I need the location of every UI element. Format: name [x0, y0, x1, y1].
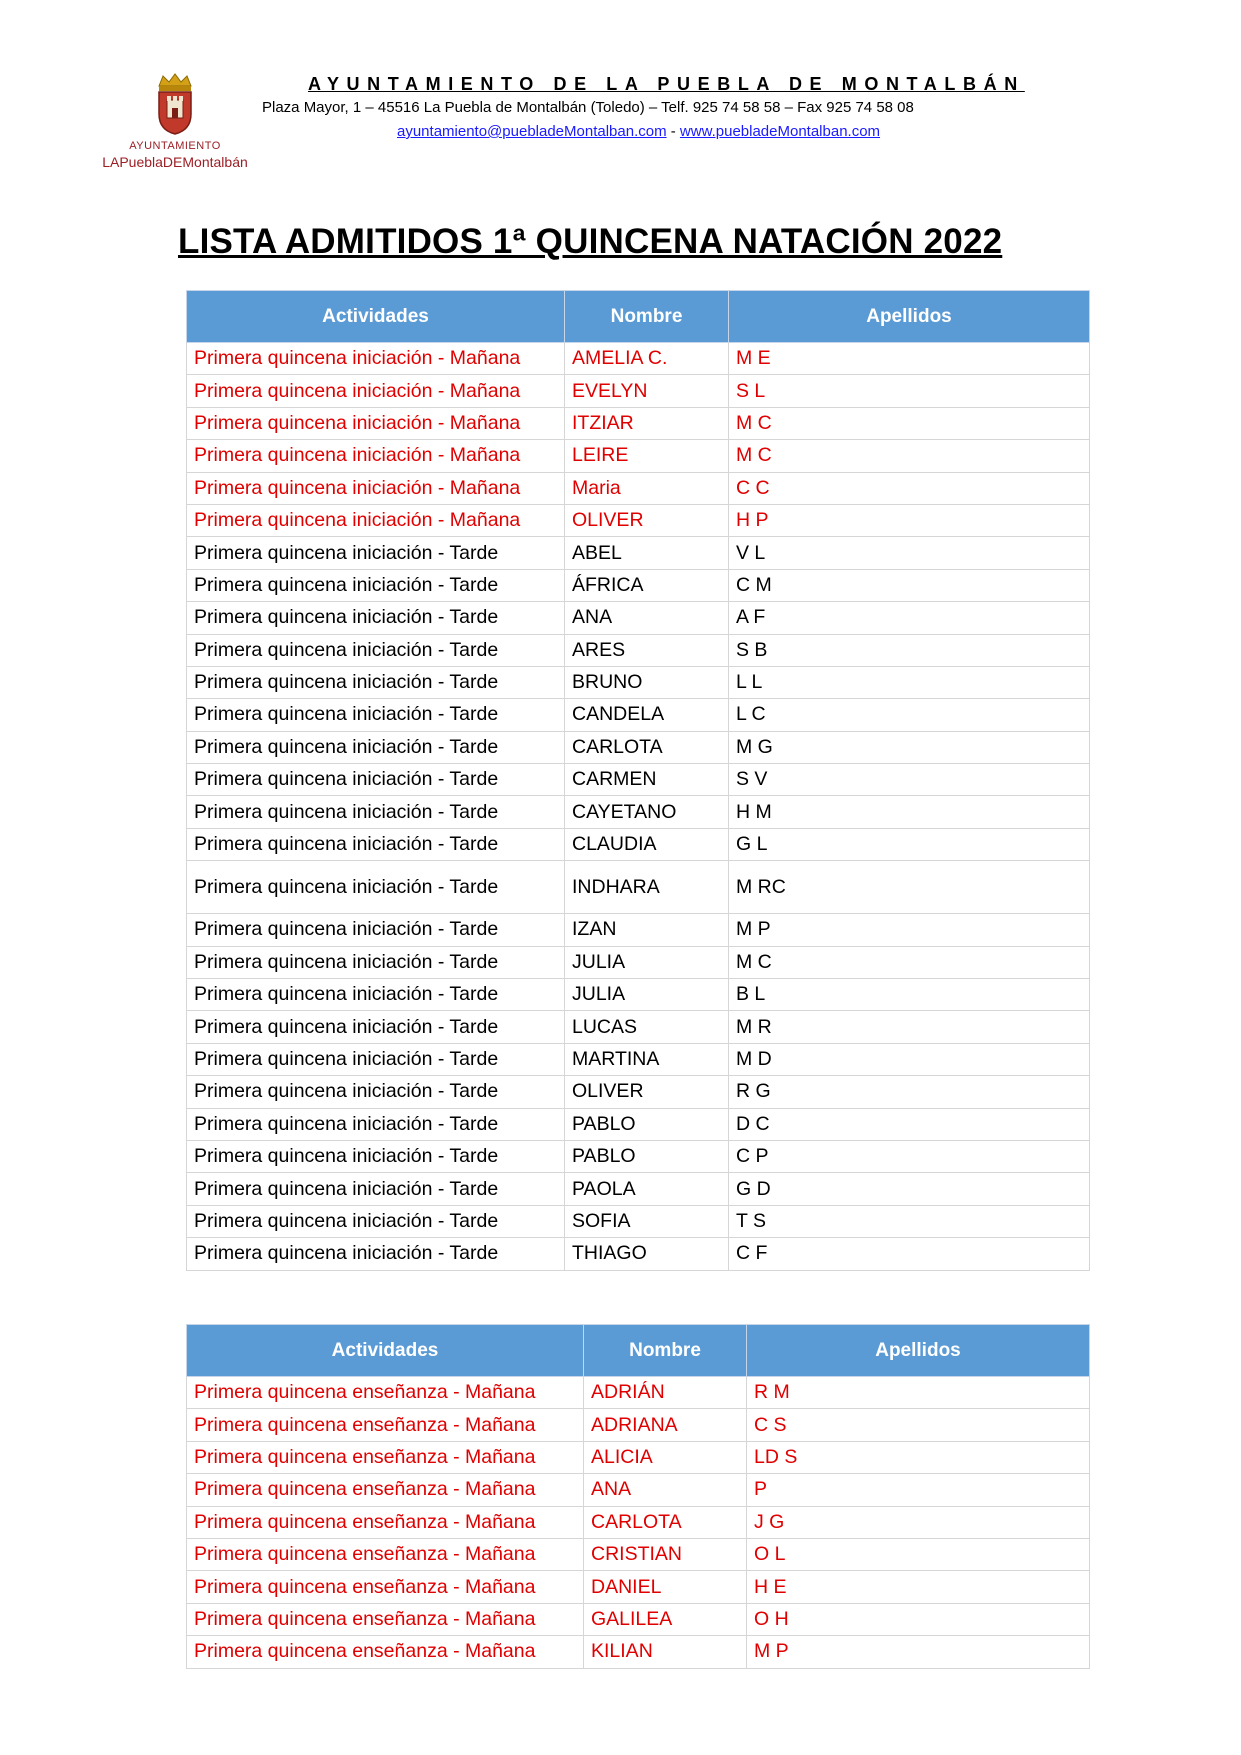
cell-nombre: ÁFRICA	[565, 569, 729, 601]
cell-nombre: ANA	[565, 602, 729, 634]
cell-apellidos: C F	[729, 1238, 1090, 1270]
cell-actividad: Primera quincena iniciación - Tarde	[187, 731, 565, 763]
table-row	[187, 1409, 1090, 1441]
cell-nombre: THIAGO	[565, 1238, 729, 1270]
cell-actividad: Primera quincena iniciación - Tarde	[187, 1076, 565, 1108]
table-row	[187, 1076, 1090, 1108]
cell-actividad: Primera quincena iniciación - Tarde	[187, 602, 565, 634]
cell-actividad: Primera quincena iniciación - Mañana	[187, 375, 565, 407]
cell-actividad: Primera quincena enseñanza - Mañana	[187, 1441, 584, 1473]
column-header-apellidos: Apellidos	[729, 291, 1090, 343]
table-row	[187, 1506, 1090, 1538]
cell-apellidos: A F	[729, 602, 1090, 634]
column-header-nombre: Nombre	[565, 291, 729, 343]
cell-apellidos: H M	[729, 796, 1090, 828]
cell-actividad: Primera quincena iniciación - Tarde	[187, 979, 565, 1011]
cell-actividad: Primera quincena iniciación - Mañana	[187, 440, 565, 472]
table-row	[187, 343, 1090, 375]
cell-actividad: Primera quincena iniciación - Mañana	[187, 343, 565, 375]
contact-links	[397, 123, 880, 140]
cell-nombre: CAYETANO	[565, 796, 729, 828]
cell-nombre: ARES	[565, 634, 729, 666]
table-row	[187, 666, 1090, 698]
cell-apellidos: P	[747, 1474, 1090, 1506]
table-row	[187, 1538, 1090, 1570]
cell-apellidos: B L	[729, 979, 1090, 1011]
cell-actividad: Primera quincena iniciación - Tarde	[187, 1205, 565, 1237]
column-header-nombre: Nombre	[584, 1325, 747, 1377]
cell-nombre: Maria	[565, 472, 729, 504]
cell-actividad: Primera quincena enseñanza - Mañana	[187, 1538, 584, 1570]
cell-apellidos: O L	[747, 1538, 1090, 1570]
cell-actividad: Primera quincena enseñanza - Mañana	[187, 1636, 584, 1668]
cell-nombre: GALILEA	[584, 1603, 747, 1635]
cell-actividad: Primera quincena iniciación - Tarde	[187, 796, 565, 828]
cell-nombre: CARLOTA	[584, 1506, 747, 1538]
cell-nombre: INDHARA	[565, 861, 729, 914]
cell-nombre: CARLOTA	[565, 731, 729, 763]
table-row	[187, 569, 1090, 601]
cell-apellidos: H E	[747, 1571, 1090, 1603]
page-title: LISTA ADMITIDOS 1ª QUINCENA NATACIÓN 2022	[178, 222, 1003, 261]
cell-apellidos: M G	[729, 731, 1090, 763]
cell-actividad: Primera quincena iniciación - Tarde	[187, 861, 565, 914]
cell-actividad: Primera quincena iniciación - Tarde	[187, 764, 565, 796]
cell-apellidos: M P	[747, 1636, 1090, 1668]
cell-actividad: Primera quincena iniciación - Mañana	[187, 407, 565, 439]
cell-nombre: CANDELA	[565, 699, 729, 731]
table-row	[187, 407, 1090, 439]
cell-apellidos: M E	[729, 343, 1090, 375]
table-row	[187, 1377, 1090, 1409]
table-row	[187, 1173, 1090, 1205]
cell-actividad: Primera quincena iniciación - Mañana	[187, 504, 565, 536]
cell-actividad: Primera quincena enseñanza - Mañana	[187, 1377, 584, 1409]
cell-nombre: CARMEN	[565, 764, 729, 796]
column-header-actividades: Actividades	[187, 291, 565, 343]
cell-apellidos: T S	[729, 1205, 1090, 1237]
cell-actividad: Primera quincena enseñanza - Mañana	[187, 1571, 584, 1603]
table-row	[187, 946, 1090, 978]
cell-nombre: ADRIÁN	[584, 1377, 747, 1409]
table-row	[187, 1043, 1090, 1075]
cell-apellidos: H P	[729, 504, 1090, 536]
cell-actividad: Primera quincena enseñanza - Mañana	[187, 1603, 584, 1635]
cell-actividad: Primera quincena iniciación - Tarde	[187, 666, 565, 698]
cell-nombre: OLIVER	[565, 1076, 729, 1108]
cell-nombre: JULIA	[565, 979, 729, 1011]
cell-actividad: Primera quincena enseñanza - Mañana	[187, 1409, 584, 1441]
cell-actividad: Primera quincena iniciación - Tarde	[187, 1238, 565, 1270]
cell-nombre: PABLO	[565, 1140, 729, 1172]
cell-nombre: LUCAS	[565, 1011, 729, 1043]
table-row	[187, 375, 1090, 407]
table-row	[187, 472, 1090, 504]
cell-apellidos: C C	[729, 472, 1090, 504]
link-separator: -	[666, 123, 680, 140]
column-header-actividades: Actividades	[187, 1325, 584, 1377]
org-address: Plaza Mayor, 1 – 45516 La Puebla de Montalbán (Toledo) – Telf. 925 74 58 58 – Fax 925 74 58 08	[262, 99, 914, 116]
cell-nombre: LEIRE	[565, 440, 729, 472]
cell-nombre: JULIA	[565, 946, 729, 978]
cell-nombre: ANA	[584, 1474, 747, 1506]
cell-nombre: KILIAN	[584, 1636, 747, 1668]
cell-actividad: Primera quincena iniciación - Tarde	[187, 1043, 565, 1075]
column-header-apellidos: Apellidos	[747, 1325, 1090, 1377]
logo-line-1: AYUNTAMIENTO	[129, 140, 221, 152]
cell-nombre: AMELIA C.	[565, 343, 729, 375]
table-row	[187, 634, 1090, 666]
cell-actividad: Primera quincena iniciación - Tarde	[187, 699, 565, 731]
logo-line-2: LAPueblaDEMontalbán	[102, 154, 248, 170]
cell-actividad: Primera quincena iniciación - Tarde	[187, 1011, 565, 1043]
table-row	[187, 699, 1090, 731]
table-row	[187, 1441, 1090, 1473]
table-row	[187, 764, 1090, 796]
table-header-row	[187, 291, 1090, 343]
table-row	[187, 1636, 1090, 1668]
cell-actividad: Primera quincena iniciación - Tarde	[187, 1140, 565, 1172]
cell-apellidos: M C	[729, 440, 1090, 472]
cell-nombre: CRISTIAN	[584, 1538, 747, 1570]
cell-apellidos: M C	[729, 946, 1090, 978]
cell-actividad: Primera quincena iniciación - Tarde	[187, 634, 565, 666]
cell-actividad: Primera quincena iniciación - Tarde	[187, 946, 565, 978]
cell-apellidos: R G	[729, 1076, 1090, 1108]
cell-apellidos: L L	[729, 666, 1090, 698]
cell-apellidos: M RC	[729, 861, 1090, 914]
table-header-row	[187, 1325, 1090, 1377]
org-name: AYUNTAMIENTO DE LA PUEBLA DE MONTALBÁN	[308, 74, 1025, 94]
table-row	[187, 1603, 1090, 1635]
cell-apellidos: G L	[729, 828, 1090, 860]
coat-of-arms-icon	[153, 72, 197, 136]
cell-apellidos: C P	[729, 1140, 1090, 1172]
table-row	[187, 1474, 1090, 1506]
cell-apellidos: R M	[747, 1377, 1090, 1409]
cell-apellidos: D C	[729, 1108, 1090, 1140]
table-row	[187, 504, 1090, 536]
cell-nombre: PAOLA	[565, 1173, 729, 1205]
cell-apellidos: C M	[729, 569, 1090, 601]
cell-apellidos: M R	[729, 1011, 1090, 1043]
admitted-table-iniciacion	[186, 290, 1090, 1271]
cell-nombre: IZAN	[565, 914, 729, 946]
cell-nombre: ABEL	[565, 537, 729, 569]
cell-apellidos: S L	[729, 375, 1090, 407]
cell-apellidos: J G	[747, 1506, 1090, 1538]
table-row	[187, 440, 1090, 472]
table-row	[187, 1108, 1090, 1140]
cell-apellidos: LD S	[747, 1441, 1090, 1473]
cell-apellidos: G D	[729, 1173, 1090, 1205]
admitted-table-ensenanza	[186, 1324, 1090, 1669]
table-row	[187, 914, 1090, 946]
cell-actividad: Primera quincena enseñanza - Mañana	[187, 1506, 584, 1538]
cell-actividad: Primera quincena iniciación - Mañana	[187, 472, 565, 504]
cell-apellidos: S B	[729, 634, 1090, 666]
cell-nombre: ADRIANA	[584, 1409, 747, 1441]
table-row	[187, 861, 1090, 914]
cell-actividad: Primera quincena iniciación - Tarde	[187, 914, 565, 946]
municipal-logo	[95, 72, 255, 174]
table-row	[187, 828, 1090, 860]
cell-actividad: Primera quincena iniciación - Tarde	[187, 537, 565, 569]
table-row	[187, 1238, 1090, 1270]
cell-actividad: Primera quincena enseñanza - Mañana	[187, 1474, 584, 1506]
cell-nombre: EVELYN	[565, 375, 729, 407]
table-row	[187, 1571, 1090, 1603]
cell-nombre: MARTINA	[565, 1043, 729, 1075]
table-row	[187, 1205, 1090, 1237]
cell-nombre: ALICIA	[584, 1441, 747, 1473]
cell-nombre: OLIVER	[565, 504, 729, 536]
cell-nombre: DANIEL	[584, 1571, 747, 1603]
email-link[interactable]: ayuntamiento@puebladeMontalban.com	[397, 123, 667, 140]
cell-actividad: Primera quincena iniciación - Tarde	[187, 569, 565, 601]
website-link[interactable]: www.puebladeMontalban.com	[679, 123, 881, 140]
cell-actividad: Primera quincena iniciación - Tarde	[187, 1173, 565, 1205]
cell-apellidos: O H	[747, 1603, 1090, 1635]
table-row	[187, 602, 1090, 634]
cell-apellidos: C S	[747, 1409, 1090, 1441]
table-row	[187, 1140, 1090, 1172]
cell-apellidos: M D	[729, 1043, 1090, 1075]
cell-apellidos: V L	[729, 537, 1090, 569]
cell-apellidos: M P	[729, 914, 1090, 946]
cell-actividad: Primera quincena iniciación - Tarde	[187, 1108, 565, 1140]
cell-nombre: BRUNO	[565, 666, 729, 698]
cell-nombre: CLAUDIA	[565, 828, 729, 860]
cell-apellidos: M C	[729, 407, 1090, 439]
cell-apellidos: S V	[729, 764, 1090, 796]
cell-nombre: PABLO	[565, 1108, 729, 1140]
cell-nombre: SOFIA	[565, 1205, 729, 1237]
table-row	[187, 1011, 1090, 1043]
cell-apellidos: L C	[729, 699, 1090, 731]
table-row	[187, 979, 1090, 1011]
cell-actividad: Primera quincena iniciación - Tarde	[187, 828, 565, 860]
table-row	[187, 796, 1090, 828]
table-row	[187, 731, 1090, 763]
table-row	[187, 537, 1090, 569]
cell-nombre: ITZIAR	[565, 407, 729, 439]
